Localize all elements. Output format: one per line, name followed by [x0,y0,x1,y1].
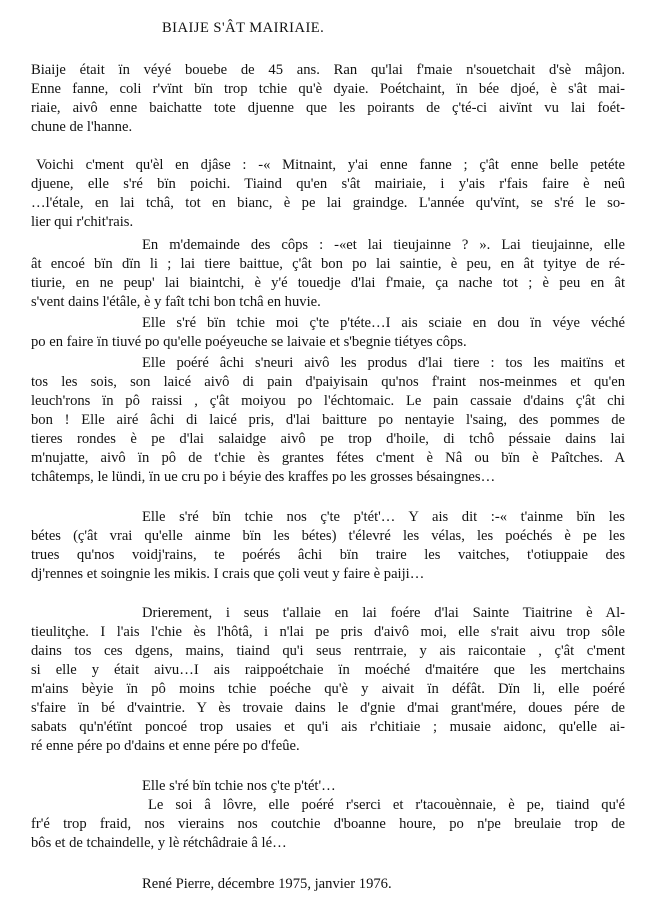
text-line: Enne fanne, coli r'vïnt bïn trop tchie qu'è dyaie. Poétchaint, ïn bée djoé, è s'ât mai- [31,81,625,97]
text-line: si elle y était aivu…I ais raippoétchaie ïn moéché d'maitére que les mertchains [31,662,625,678]
text-line: ré enne pére po d'dains et enne pére po d'feûe. [31,738,300,754]
text-line: Le soi â lôvre, elle poéré r'serci et r'tacouènnaie, è pe, tiaind qu'é [148,797,625,813]
text-line: Drierement, i seus t'allaie en lai foére d'lai Sainte Tiaitrine è Al- [142,605,625,621]
text-line: Elle poéré âchi s'neuri aivô les produs d'lai tiere : tos les maitïns et [142,355,625,371]
text-line: djuene, elle s'ré bïn poichi. Tiaind qu'en s'ât mairiaie, i y'ais r'fais faire è neû [31,176,625,192]
text-line: Elle s'ré bïn tchie nos ç'te p'tét'… Y ais dit :-« t'ainme bïn les [142,509,625,525]
text-line: fr'é trop fraid, nos vierains nos coutchie d'boanne houre, po n'pe breulaie trop de [31,816,625,832]
text-line: tiurie, en ne peup' lai biaintchi, è y'é touedje d'lai f'maie, ça nache tot ; è peu en ât [31,275,625,291]
text-line: tchâtemps, le lündi, ïn ue cru po i béyie des kraffes po les grosses bésaingnes… [31,469,496,485]
text-line: …l'étale, en lai tchâ, tot en bianc, è pe lai graindge. L'année qu'vïnt, se s'ré le so- [31,195,625,211]
signature: René Pierre, décembre 1975, janvier 1976. [142,876,392,892]
text-line: chune de l'hanne. [31,119,133,135]
document-title: BIAIJE S'ÂT MAIRIAIE. [162,20,325,36]
text-line: tieulitçhe. I l'ais l'chie ès l'hôtâ, i n'lai pe pris d'aivô moi, elle s'rait aivu trop sôle [31,624,625,640]
text-line: bétes (ç'ât vrai qu'elle ainme bïn les bétes) t'élevré les vélas, les poéchés è pe les [31,528,625,544]
text-line: Voichi c'ment qu'èl en djâse : -« Mitnaint, y'ai enne fanne ; ç'ât enne belle petéte [36,157,625,173]
text-line: leuch'rons ïn pô raissi , ç'ât moiyou po l'échtomaic. Le pain cassaie d'dains ç'ât chi [31,393,625,409]
text-line: dains tos ces dgens, mains, tiaind qu'i seus rentrraie, y ais raicontaie , ç'ât c'ment [31,643,625,659]
text-line: Elle s'ré bïn tchie moi ç'te p'téte…I ais sciaie en dou ïn véye véché [142,315,625,331]
text-line: En m'demainde des côps : -«et lai tieujainne ? ». Lai tieujainne, elle [142,237,625,253]
text-line: po en faire ïn tiuvé po qu'elle poéyeuche se laivaie et s'begnie tiétyes côps. [31,334,467,350]
text-line: tos les sois, son laicé aivô di pain d'paiyisain qu'nos f'raint nos-meinmes et qu'en [31,374,625,390]
text-line: tieres rondes è pe d'lai salaidge aivô pe trop d'hoile, di tchô péssaie dains lai [31,431,625,447]
text-line: s'faire ïn bé d'vaintrie. Y ès trovaie dains le d'gnie d'mai grant'mére, doues pére de [31,700,625,716]
text-line: lier qui r'chit'rais. [31,214,134,230]
text-line: m'ains bèyie ïn pô moins tchie poéche qu'è y aivait ïn défât. Dïn li, elle poéré [31,681,625,697]
text-line: ât encoé bïn dïn li ; lai tiere baittue, ç'ât bon po lai saintie, è peu, en ât tyitye de ré- [31,256,625,272]
text-line: bon ! Elle airé âchi di laicé pris, d'lai baitture po nentayie l'saing, des pommes de [31,412,625,428]
text-line: riaie, aivô enne baichatte tote djuenne que les poirants de ç'té-ci aivïnt vu lai foét- [31,100,625,116]
text-line: bôs et de tchaindelle, y lè rétchâdraie â lé… [31,835,287,851]
text-line: Elle s'ré bïn tchie nos ç'te p'tét'… [142,778,336,794]
text-line: trues qu'nos voidj'rains, te poérés âchi bïn traire les vaitches, t'otiuppaie des [31,547,625,563]
text-line: sabats qu'n'étïnt poncoé trop usaies et qu'i ais r'chitiaie ; musaie aidonc, qu'elle ai- [31,719,625,735]
text-line: Biaije était ïn véyé bouebe de 45 ans. Ran qu'lai f'maie n'souetchait d'sè mâjon. [31,62,625,78]
text-line: dj'rennes et soingnie les mikis. I crais que çoli veut y faire è paiji… [31,566,425,582]
text-line: m'nujatte, aivô ïn pô de t'chie ès grantes fétes c'ment è Nâ ou bïn è Paîtches. A [31,450,625,466]
text-line: s'vent dains l'étâle, è y faît tchi bon tchâ en huvie. [31,294,321,310]
